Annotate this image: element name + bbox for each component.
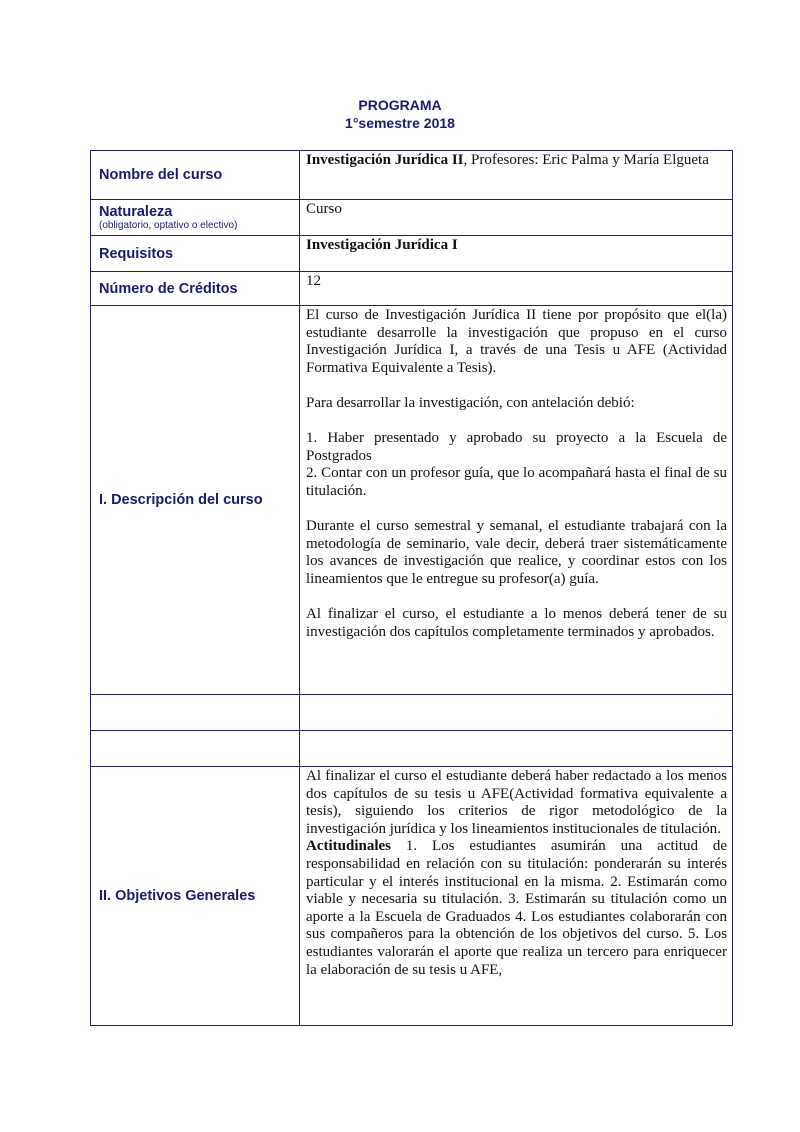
value-naturaleza: Curso [300, 200, 733, 236]
value-nombre [300, 151, 733, 200]
page-header [0, 96, 800, 132]
row-objetivos [91, 767, 733, 1026]
label-naturaleza [91, 200, 300, 236]
value-descripcion [300, 306, 733, 695]
descripcion-p1: El curso de Investigación Jurídica II tiene por propósito que el(la) estudiante desarrolle la investigación que propuso en el curso Investigación Jurídica I, a través de una Tesis u AFE (Actividad Formativa Equivalente a Tesis). [306, 307, 727, 376]
label-nombre: Nombre del curso [91, 151, 300, 200]
label-objetivos: II. Objetivos Generales [91, 767, 300, 1026]
descripcion-item1: 1. Haber presentado y aprobado su proyecto a la Escuela de Postgrados [306, 430, 727, 464]
requisitos-course: Investigación Jurídica I [306, 237, 458, 253]
row-creditos [91, 272, 733, 306]
course-name: Investigación Jurídica II [306, 152, 464, 168]
value-empty-2 [300, 731, 733, 767]
objetivos-p1: Al finalizar el curso el estudiante deberá haber redactado a los menos dos capítulos de su tesis u AFE(Actividad formativa equivalente a tesis), siguiendo los criterios de rigor metodológico de la investigación jurídica y los lineamientos institucionales de titulación. [306, 768, 727, 837]
label-empty-2 [91, 731, 300, 767]
program-table [90, 150, 733, 1026]
row-nombre [91, 151, 733, 200]
value-creditos: 12 [300, 272, 733, 306]
label-descripcion: I. Descripción del curso [91, 306, 300, 695]
descripcion-item2: 2. Contar con un profesor guía, que lo acompañará hasta el final de su titulación. [306, 465, 727, 499]
actitudinales-text: 1. Los estudiantes asumirán una actitud de responsabilidad en relación con su titulación: ponderarán su interés particular y el interés institucional en la misma. 2. Estimarán como viable y necesaria su titulación. 3. Estimarán su titulación como un aporte a la Escuela de Graduados 4. Los estudiantes colaborarán con sus compañeros para la obtención de los objetivos del curso. 5. Los estudiantes valorarán el aporte que realiza un tercero para enriquecer la elaboración de su tesis u AFE, [306, 838, 727, 978]
label-empty-1 [91, 695, 300, 731]
label-naturaleza-sub: (obligatorio, optativo o electivo) [99, 219, 238, 231]
page-subtitle: 1°semestre 2018 [345, 115, 455, 131]
row-requisitos [91, 236, 733, 272]
row-naturaleza [91, 200, 733, 236]
row-descripcion [91, 306, 733, 695]
value-requisitos [300, 236, 733, 272]
label-naturaleza-main: Naturaleza [99, 203, 173, 220]
row-empty-2 [91, 731, 733, 767]
label-requisitos: Requisitos [91, 236, 300, 272]
label-creditos: Número de Créditos [91, 272, 300, 306]
value-objetivos [300, 767, 733, 1026]
actitudinales-heading: Actitudinales [306, 838, 392, 855]
page-title: PROGRAMA [358, 97, 442, 113]
descripcion-p4: Al finalizar el curso, el estudiante a lo menos deberá tener de su investigación dos capítulos completamente terminados y aprobados. [306, 606, 727, 640]
value-empty-1 [300, 695, 733, 731]
objetivos-p2 [306, 838, 727, 979]
row-empty-1 [91, 695, 733, 731]
descripcion-p2: Para desarrollar la investigación, con antelación debió: [306, 394, 635, 411]
descripcion-p3: Durante el curso semestral y semanal, el estudiante trabajará con la metodología de seminario, vale decir, deberá traer sistemáticamente los avances de investigación que realice, y coordinar estos con los lineamientos que le entregue su profesor(a) guía. [306, 518, 727, 587]
professors: , Profesores: Eric Palma y María Elgueta [463, 152, 709, 168]
